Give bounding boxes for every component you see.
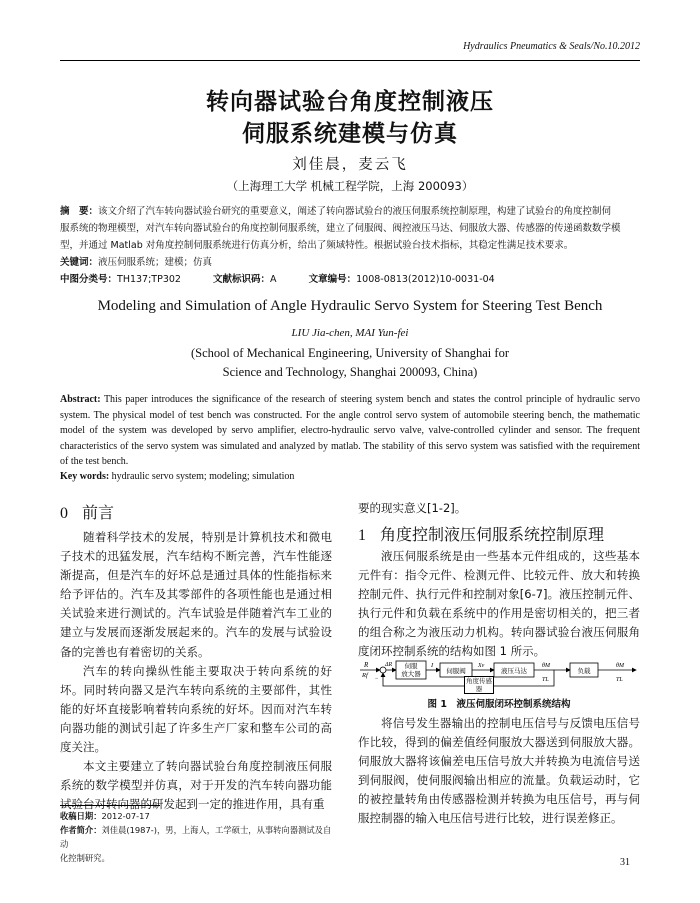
abstract-line-1: 该文介绍了汽车转向器试验台研究的重要意义，阐述了转向器试验台的液压伺服系统控制原理，构建了试验台的角度控制伺 (98, 206, 612, 217)
servo-valve-label: 伺服阀 (446, 667, 466, 675)
figure-1-diagram (358, 658, 640, 692)
english-affiliation-1: (School of Mechanical Engineering, University of Shanghai for (191, 346, 509, 360)
english-affiliation-2: Science and Technology, Shanghai 200093, China) (222, 365, 478, 379)
english-authors: LIU Jia-chen, MAI Yun-fei (291, 327, 409, 339)
section-1-title: 角度控制液压伺服系统控制原理 (380, 525, 605, 544)
page-number: 31 (620, 857, 630, 868)
servo-amplifier-label-1: 伺服 (404, 662, 418, 670)
english-abstract-label: Abstract: (60, 394, 101, 405)
english-keywords-text: hydraulic servo system; modeling; simulation (111, 471, 295, 482)
keywords-cn: 液压伺服系统；建模；仿真 (98, 257, 213, 268)
title-line-1: 转向器试验台角度控制液压 (206, 89, 494, 115)
feedback-sign: − (375, 676, 379, 682)
section-1-heading (358, 522, 604, 545)
received-date: 2012-07-17 (101, 811, 150, 821)
section-0-title: 前言 (82, 503, 115, 522)
output-torque-label: TL (616, 677, 623, 683)
english-title: Modeling and Simulation of Angle Hydraulic Servo System for Steering Test Bench (97, 298, 603, 314)
doc-code-label: 文献标识码： (213, 274, 271, 285)
article-no-value: 1008-0813(2012)10-0031-04 (356, 274, 495, 285)
right-column-top: 要的现实意义[1-2]。 (358, 501, 467, 515)
intro-paragraph-1: 随着科学技术的发展，特别是计算机技术和微电子技术的迅猛发展，汽车结构不断完善，汽车性能逐渐提高，但是汽车的好坏总是通过具体的性能指标来给予评估的。汽车及其零部件的各项性能也是通过相关试验来进行测试的。汽车试验是伴随着汽车工业的建立与发展而逐渐发展起来的。汽车的发展与试验设备的完善也有着密切的关系。 (60, 530, 332, 659)
intro-paragraph-3: 本文主要建立了转向器试验台角度控制液压伺服系统的数学模型并仿真，对于开发的汽车转向器功能试验台对转向器的研发起到一定的推进作用，具有重 (60, 759, 332, 812)
journal-header: Hydraulics Pneumatics & Seals/No.10.2012 (463, 41, 640, 52)
section-1-body-2 (358, 714, 640, 829)
clc-value: TH137;TP302 (117, 274, 181, 285)
affiliation: （上海理工大学 机械工程学院，上海 200093） (226, 179, 474, 193)
load-label: 负载 (577, 667, 591, 675)
motor-angle-label: θM (542, 663, 550, 669)
author-bio-line-1: 刘佳晨(1987-)，男，上海人，工学硕士，从事转向器测试及自动 (60, 825, 332, 849)
spool-label: Xv (478, 663, 485, 669)
section-1-paragraph-2: 将信号发生器输出的控制电压信号与反馈电压信号作比较，得到的偏差值经伺服放大器送到伺服放大器。伺服放大器将该偏差电压信号放大并转换为电流信号送到伺服阀，使伺服阀输出相应的流量。负载运动时，它的被控量转角由传感器检测并转换为电压信号，再与伺服控制器的输入电压信号进行比较，进行误差修正。 (358, 716, 640, 826)
authors: 刘佳晨，麦云飞 (292, 157, 408, 173)
english-abstract-text: This paper introduces the significance of the research of steering system bench and states the control principle of hydraulic servo system. The physical model of test bench was constructed. For the angle control servo system of automobile steering bench, the mathematic model of the system was developed by servo amplifier, electro-hydraulic servo valve, valve-controlled cylinder and sensor. The frequent characteristics of the servo system was simulated and analyzed by matlab. The stability of this servo system was satisfied with the requirement of the test bench. (60, 394, 641, 468)
footnote-rule (60, 805, 160, 806)
header-rule (60, 60, 640, 61)
load-torque-label: TL (542, 677, 549, 683)
error-label: ΔR (385, 662, 393, 668)
servo-amplifier-label-2: 放大器 (401, 670, 421, 678)
english-abstract (60, 392, 640, 470)
keywords-label: 关键词： (60, 257, 99, 268)
article-no-label: 文章编号： (308, 274, 357, 285)
section-1-paragraph-1: 液压伺服系统是由一些基本元件组成的，这些基本元件有：指令元件、检测元件、比较元件、放大和转换控制元件、执行元件和控制对象[6-7]。液压控制元件、执行元件和负载在系统中的作用是密切相关的，把三者的组合称之为液压动力机构。转向器试验台液压伺服角度闭环控制系统的结构如图 1 所示。 (358, 549, 640, 659)
clc-label: 中图分类号： (60, 274, 118, 285)
current-label: I (431, 662, 434, 669)
english-keywords-label: Key words: (60, 471, 110, 482)
section-1-body (358, 547, 640, 662)
english-keywords (60, 471, 294, 482)
intro-paragraph-2: 汽车的转向操纵性能主要取决于转向系统的好坏。同时转向器又是汽车转向系统的主要部件，其性能的好坏直接影响着转向系统的好坏。因而对汽车转向器功能的测试引起了许多生产厂家和整车公司的高度关注。 (60, 663, 332, 755)
angle-sensor-block (464, 676, 494, 694)
title-line-2: 伺服系统建模与仿真 (242, 121, 458, 147)
abstract-line-2: 服系统的物理模型，对汽车转向器试验台的角度控制伺服系统，建立了伺服阀、阀控液压马达、伺服放大器、传感器的传递函数数学模 (60, 223, 621, 234)
received-label: 收稿日期： (60, 811, 102, 821)
section-1-number: 1 (358, 527, 366, 544)
angle-sensor-label: 角度传感器 (466, 677, 492, 693)
abstract-cn (60, 203, 640, 288)
section-0-number: 0 (60, 505, 68, 522)
left-column (60, 528, 332, 814)
feedback-input-label: Rf (362, 672, 368, 679)
input-label: R (364, 661, 369, 669)
footnote (60, 809, 332, 865)
hydraulic-motor-label: 液压马达 (501, 667, 527, 675)
abstract-label: 摘 要： (60, 206, 99, 217)
section-0-heading (60, 500, 114, 523)
author-bio-label: 作者简介： (60, 825, 102, 835)
author-bio-line-2: 化控制研究。 (60, 853, 110, 863)
doc-code-value: A (270, 274, 277, 285)
sensor-connector (358, 688, 640, 696)
abstract-line-3: 型，并通过 Matlab 对角度控制伺服系统进行仿真分析，给出了频域特性。根据试验台技术指标，其稳定性满足技术要求。 (60, 240, 574, 251)
figure-1-caption: 图 1 液压伺服闭环控制系统结构 (427, 699, 571, 710)
output-angle-label: θM (616, 663, 624, 669)
